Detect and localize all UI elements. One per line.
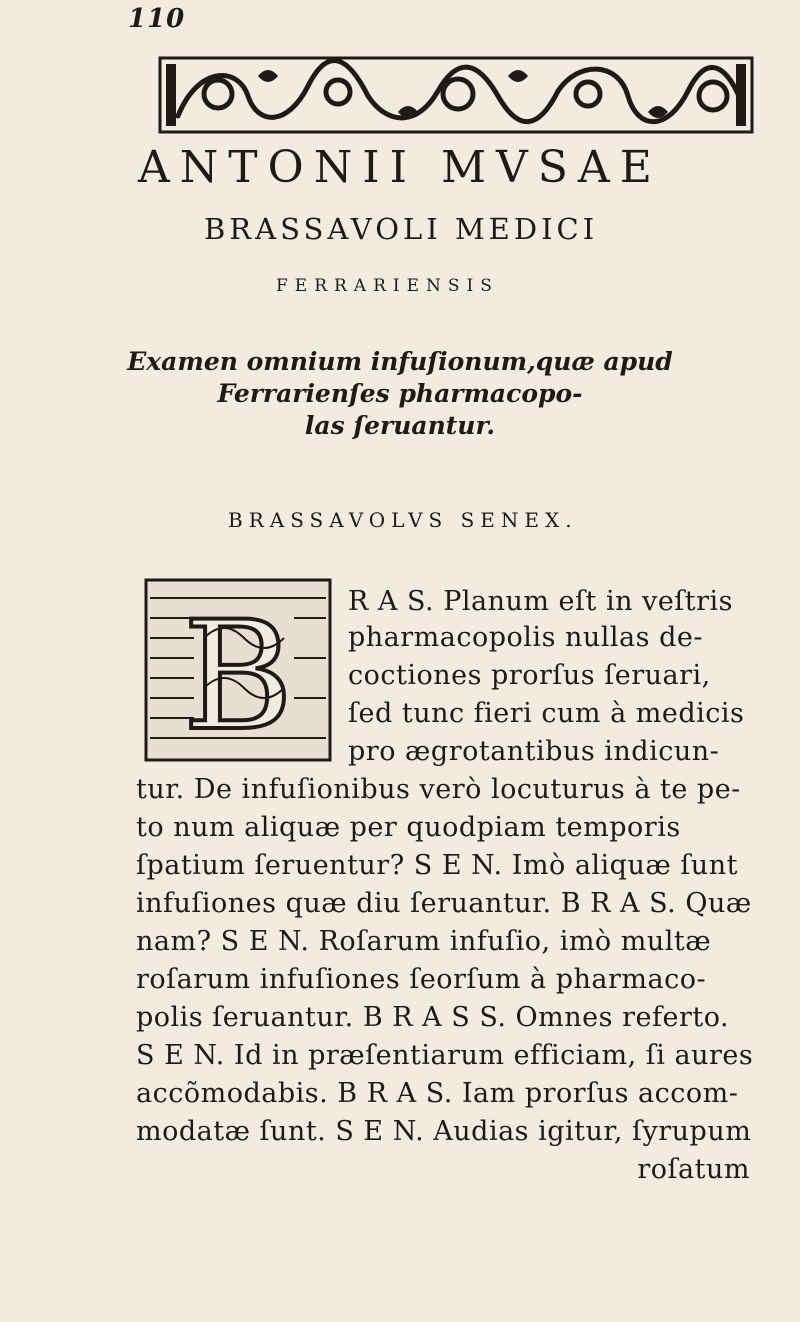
text-line: roſarum infuſiones ſeorſum à pharmaco-: [136, 964, 707, 995]
dialogue-speakers-heading: BRASSAVOLVS SENEX.: [228, 508, 578, 532]
subtitle-line: Examen omnium infuſionum,quæ apud: [127, 347, 673, 376]
subtitle-line: las ſeruantur.: [304, 411, 496, 440]
decorated-initial-b-icon: [144, 578, 332, 762]
text-line: S E N. Id in præſentiarum efficiam, ſi aures: [136, 1040, 754, 1071]
text-line: coctiones prorſus ſeruari,: [348, 660, 711, 691]
text-line: infuſiones quæ diu ſeruantur. B R A S. Quæ: [136, 888, 752, 919]
work-subtitle: [0, 346, 800, 442]
page-number: 110: [128, 4, 186, 34]
text-line: pro ægrotantibus indicun-: [348, 736, 720, 767]
subtitle-line: Ferrarienſes pharmacopo-: [217, 379, 583, 408]
text-line: tur. De infuſionibus verò locuturus à te pe-: [136, 774, 741, 805]
text-line: modatæ ſunt. S E N. Audias igitur, ſyrupum: [136, 1116, 752, 1147]
text-line: ſed tunc fieri cum à medicis: [348, 698, 745, 729]
text-line: to num aliquæ per quodpiam temporis: [136, 812, 681, 843]
author-origin-title: FERRARIENSIS: [276, 276, 499, 296]
text-line: roſatum: [637, 1154, 750, 1185]
text-line: R A S. Planum eſt in veſtris: [348, 586, 734, 617]
floral-headpiece-ornament-icon: [158, 56, 754, 134]
author-name-title: ANTONII MVSAE: [138, 142, 662, 193]
author-title-medici: BRASSAVOLI MEDICI: [204, 212, 599, 246]
text-line: polis ſeruantur. B R A S S. Omnes referto.: [136, 1002, 730, 1033]
text-line: nam? S E N. Roſarum infuſio, imò multæ: [136, 926, 712, 957]
text-line: accõmodabis. B R A S. Iam prorſus accom-: [136, 1078, 739, 1109]
text-line: pharmacopolis nullas de-: [348, 622, 703, 653]
svg-text:B: B: [182, 590, 294, 762]
text-line: ſpatium ſeruentur? S E N. Imò aliquæ ſunt: [136, 850, 738, 881]
